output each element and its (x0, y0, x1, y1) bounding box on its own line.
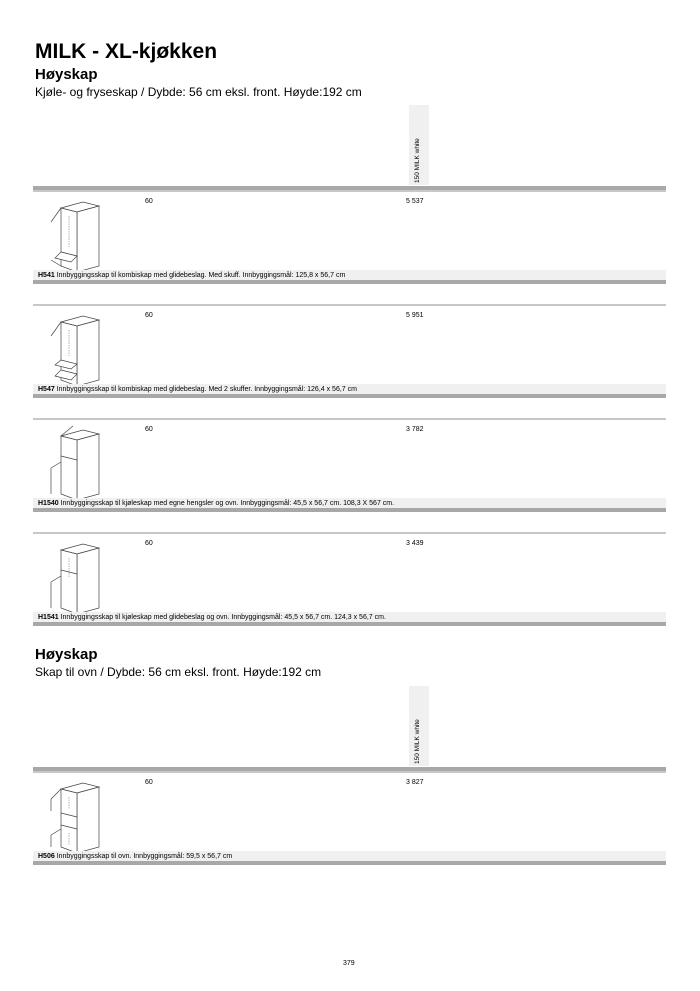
product-code: H1540 (38, 500, 59, 507)
section-subtitle: Kjøle- og fryseskap / Dybde: 56 cm eksl. front. Høyde:192 cm (35, 85, 362, 99)
row-bottom-rule (33, 394, 666, 398)
row-top-rule (33, 771, 666, 773)
product-description (38, 614, 386, 621)
cabinet-illustration (47, 192, 107, 272)
column-header-band (409, 105, 429, 185)
page-number: 379 (343, 960, 355, 967)
product-text: Innbyggingsskap til kjøleskap med glidebeslag og ovn. Innbyggingsmål: 45,5 x 56,7 cm. 124,3 x 56,7 cm. (60, 614, 386, 621)
product-code: H506 (38, 853, 55, 860)
product-description (38, 853, 232, 860)
product-row (33, 304, 666, 412)
row-bottom-rule (33, 508, 666, 512)
column-label: 150 MILK white (414, 138, 421, 183)
cabinet-illustration (47, 534, 107, 614)
product-code: H541 (38, 272, 55, 279)
product-depth: 60 (145, 426, 153, 433)
row-top-rule (33, 304, 666, 306)
product-price: 5 537 (406, 198, 424, 205)
row-bottom-rule (33, 622, 666, 626)
cabinet-illustration (47, 306, 107, 386)
product-text: Innbyggingsskap til kombiskap med glidebeslag. Med 2 skuffer. Innbyggingsmål: 126,4 x 56,7 cm (56, 386, 357, 393)
product-row (33, 771, 666, 879)
product-price: 5 951 (406, 312, 424, 319)
product-description (38, 500, 394, 507)
product-price: 3 827 (406, 779, 424, 786)
cabinet-illustration (47, 420, 107, 500)
product-price: 3 439 (406, 540, 424, 547)
product-row (33, 532, 666, 640)
cabinet-illustration (47, 773, 107, 853)
product-row (33, 418, 666, 526)
product-depth: 60 (145, 540, 153, 547)
row-top-rule (33, 418, 666, 420)
product-description (38, 272, 345, 279)
product-price: 3 782 (406, 426, 424, 433)
product-text: Innbyggingsskap til ovn. Innbyggingsmål: 59,5 x 56,7 cm (56, 853, 233, 860)
row-bottom-rule (33, 280, 666, 284)
row-bottom-rule (33, 861, 666, 865)
product-depth: 60 (145, 779, 153, 786)
product-code: H547 (38, 386, 55, 393)
product-text: Innbyggingsskap til kjøleskap med egne hengsler og ovn. Innbyggingsmål: 45,5 x 56,7 cm. 108,3 X 567 cm. (60, 500, 395, 507)
column-label: 150 MILK white (414, 719, 421, 764)
product-text: Innbyggingsskap til kombiskap med glidebeslag. Med skuff. Innbyggingsmål: 125,8 x 56,7 cm (56, 272, 346, 279)
product-code: H1541 (38, 614, 59, 621)
column-header-band (409, 686, 429, 766)
row-top-rule (33, 190, 666, 192)
section-heading: Høyskap (35, 646, 98, 663)
product-depth: 60 (145, 312, 153, 319)
section-subtitle: Skap til ovn / Dybde: 56 cm eksl. front. Høyde:192 cm (35, 665, 322, 679)
product-description (38, 386, 357, 393)
row-top-rule (33, 532, 666, 534)
product-depth: 60 (145, 198, 153, 205)
section-heading: Høyskap (35, 66, 98, 83)
page-title: MILK - XL-kjøkken (35, 40, 218, 63)
product-row (33, 190, 666, 298)
